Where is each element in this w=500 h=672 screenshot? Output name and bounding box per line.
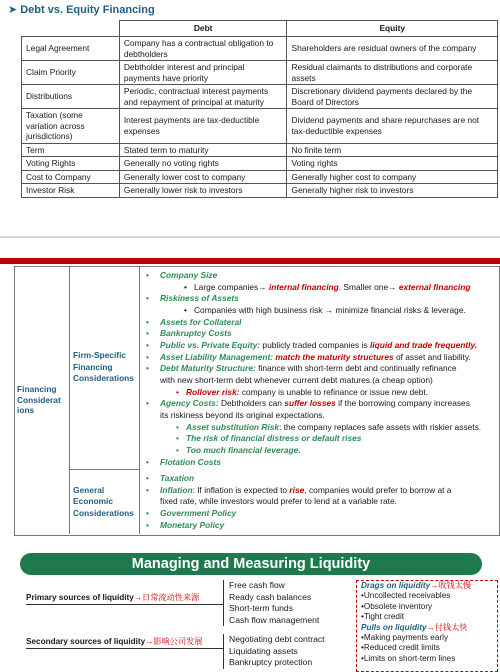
debt-cell: Company has a contractual obligation to debtholders <box>119 37 287 61</box>
debt-cell: Generally lower cost to company <box>119 170 287 184</box>
list-item: •Tight credit <box>361 612 405 622</box>
list-item: • Rollover risk: company is unable to refinance or issue new debt. <box>176 386 429 397</box>
list-item: •Making payments early <box>361 633 449 643</box>
list-item-cont: fixed rate, while investors would prefer to lend at a variable rate. <box>160 496 397 507</box>
debt-cell: Stated term to maturity <box>119 143 287 157</box>
list-item: • Agency Costs: Debtholders can suffer losses if the borrowing company increases <box>146 398 470 409</box>
equity-cell: No finite term <box>287 143 498 157</box>
label-text: General Economic Considerations <box>73 484 134 518</box>
equity-cell: Dividend payments and share repurchases are not tax-deductible expenses <box>287 109 498 144</box>
table-row <box>22 85 498 109</box>
table-row <box>22 184 498 198</box>
list-item-cont: its riskiness beyond its original expectations. <box>160 409 325 420</box>
debt-cell: Interest payments are tax-deductible expenses <box>119 109 287 144</box>
equity-cell: Residual claimants to distributions and corporate assets <box>287 61 498 85</box>
list-item: Ready cash balances <box>229 591 312 602</box>
firm-specific-list <box>146 270 481 468</box>
header-blank <box>22 21 120 37</box>
list-item: •Obsolete inventory <box>361 601 433 611</box>
header-debt: Debt <box>119 21 287 37</box>
list-item: • Assets for Collateral <box>146 316 242 327</box>
equity-cell: Generally higher risk to investors <box>287 184 498 198</box>
list-item: • Flotation Costs <box>146 456 221 467</box>
debt-cell: Periodic, contractual interest payments and repayment of principal at maturity <box>119 85 287 109</box>
table-row <box>22 157 498 171</box>
equity-cell: Voting rights <box>287 157 498 171</box>
underline <box>26 648 223 649</box>
drags-heading: Drags on liquidity→收钱太慢 <box>361 581 472 590</box>
list-item: • Too much financial leverage. <box>176 444 301 455</box>
divider-red <box>0 258 500 264</box>
list-item: • Debt Maturity Structure: finance with short-term debt and continually refinance <box>146 363 457 374</box>
list-item: • Companies with high business risk → minimize financial risks & leverage. <box>184 304 466 315</box>
list-item: •Uncollected receivables <box>361 591 451 601</box>
primary-sources-list <box>223 580 348 626</box>
equity-cell: Shareholders are residual owners of the company <box>287 37 498 61</box>
debt-cell: Debtholder interest and principal payments have priority <box>119 61 287 85</box>
list-item: • Monetary Policy <box>146 519 225 530</box>
divider <box>0 236 500 238</box>
firm-specific-label <box>69 266 140 470</box>
list-item: Liquidating assets <box>229 645 298 656</box>
list-item: Short-term funds <box>229 603 293 614</box>
list-item: •Reduced credit limits <box>361 643 440 653</box>
row-label: Investor Risk <box>22 184 120 198</box>
arrow-icon: ➤ <box>8 4 18 16</box>
list-item: Free cash flow <box>229 580 285 590</box>
row-label: Term <box>22 143 120 157</box>
row-label: Legal Agreement <box>22 37 120 61</box>
liquidity-banner: Managing and Measuring Liquidity <box>20 553 482 575</box>
row-label: Taxation (some variation across jurisdictions) <box>22 109 120 144</box>
secondary-sources-label: Secondary sources of liquidity→影响公司发展 <box>26 637 203 646</box>
section-title <box>8 3 155 16</box>
list-item: • Asset Liability Management: match the maturity structures of asset and liability. <box>146 351 471 362</box>
list-item: • Large companies→ internal financing. Smaller one→ external financing <box>184 281 471 292</box>
drags-pulls-box <box>356 580 498 672</box>
list-item: Cash flow management <box>229 614 320 625</box>
table-header-row <box>22 21 498 37</box>
general-economic-label <box>69 470 140 534</box>
list-item: • Inflation: If inflation is expected to rise, companies would prefer to borrow at a <box>146 484 452 495</box>
section-title-text: Debt vs. Equity Financing <box>20 4 155 16</box>
header-equity: Equity <box>287 21 498 37</box>
underline <box>26 604 223 605</box>
list-item: • Company Size <box>146 270 218 280</box>
equity-cell: Generally higher cost to company <box>287 170 498 184</box>
list-item: • Asset substitution Risk: the company replaces safe assets with riskier assets. <box>176 421 482 432</box>
row-label: Cost to Company <box>22 170 120 184</box>
table-row <box>22 61 498 85</box>
table-row <box>22 170 498 184</box>
row-label: Claim Priority <box>22 61 120 85</box>
equity-cell: Discretionary dividend payments declared by the Board of Directors <box>287 85 498 109</box>
financing-considerations-label <box>14 266 70 534</box>
primary-sources-label: Primary sources of liquidity→日常流动性来源 <box>26 593 200 602</box>
debt-cell: Generally no voting rights <box>119 157 287 171</box>
list-item: • Government Policy <box>146 507 237 518</box>
table-row <box>22 109 498 144</box>
table-row <box>22 37 498 61</box>
list-item: • Taxation <box>146 473 195 483</box>
list-item: Bankruptcy protection <box>229 657 313 668</box>
list-item-cont: with new short-term debt whenever current debt matures.(a cheap option) <box>160 374 433 385</box>
list-item: Negotiating debt contract <box>229 634 325 644</box>
label-text: Firm-Specific Financing Considerations <box>73 350 134 384</box>
comparison-table <box>21 20 498 198</box>
list-item: •Limits on short-term lines <box>361 653 456 663</box>
secondary-sources-list <box>223 634 348 669</box>
pulls-heading: Pulls on liquidity→付钱太快 <box>361 622 468 632</box>
label-text: Financing Considerat ions <box>17 383 61 416</box>
table-row <box>22 143 498 157</box>
list-item: • Bankruptcy Costs <box>146 328 232 339</box>
list-item: • The risk of financial distress or default rises <box>176 433 362 444</box>
list-item: • Public vs. Private Equity: publicly traded companies is liquid and trade frequently. <box>146 339 478 350</box>
debt-cell: Generally lower risk to investors <box>119 184 287 198</box>
list-item: • Riskiness of Assets <box>146 293 239 304</box>
general-economic-list <box>146 473 451 531</box>
row-label: Distributions <box>22 85 120 109</box>
row-label: Voting Rights <box>22 157 120 171</box>
